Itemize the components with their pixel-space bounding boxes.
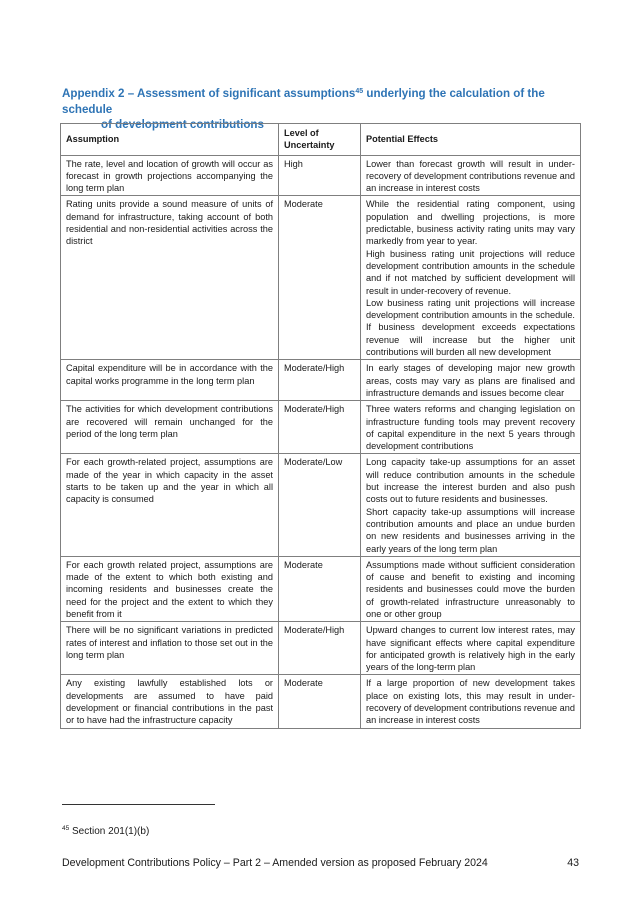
effects-paragraph: If a large proportion of new development takes place on existing lots, this may result in under-recovery of development contributions revenue and an increase in interest costs bbox=[366, 678, 575, 726]
effects-cell bbox=[361, 401, 581, 454]
assumption-cell: Capital expenditure will be in accordance with the capital works programme in the long term plan bbox=[61, 360, 279, 401]
assumption-cell: There will be no significant variations in predicted rates of interest and inflation to those set out in the long term plan bbox=[61, 622, 279, 675]
footnote bbox=[62, 826, 149, 837]
effects-paragraph: In early stages of developing major new growth areas, costs may vary as plans are finalised and infrastructure demands and issues become clear bbox=[366, 363, 575, 398]
table-row bbox=[61, 401, 581, 454]
effects-paragraph: High business rating unit projections will reduce development contribution amounts in the schedule and if not matched by sufficient development will result in under-recovery of revenue. bbox=[366, 248, 575, 296]
assumptions-table bbox=[60, 123, 581, 729]
effects-cell bbox=[361, 454, 581, 556]
heading-line2: of development contributions bbox=[101, 118, 264, 131]
footer-title: Development Contributions Policy – Part 2 – Amended version as proposed February 2024 bbox=[62, 857, 488, 869]
effects-paragraph: Low business rating unit projections will increase development contribution amounts in the schedule. If business development exceeds expectations revenue will increase but the higher unit contributions will burden all new development bbox=[366, 297, 575, 358]
footnote-divider bbox=[62, 804, 215, 805]
uncertainty-cell: Moderate bbox=[279, 196, 361, 360]
effects-paragraph: Short capacity take-up assumptions will increase contribution amounts and place an undue burden on new residents and businesses arriving in the early years of the long term plan bbox=[366, 506, 575, 554]
assumption-cell: The rate, level and location of growth will occur as forecast in growth projections accompanying the long term plan bbox=[61, 155, 279, 196]
effects-cell bbox=[361, 622, 581, 675]
assumption-cell: Rating units provide a sound measure of units of demand for infrastructure, taking account of both residential and non-residential activities across the district bbox=[61, 196, 279, 360]
table-body bbox=[61, 155, 581, 728]
effects-cell bbox=[361, 196, 581, 360]
table-row bbox=[61, 622, 581, 675]
uncertainty-cell: High bbox=[279, 155, 361, 196]
heading-footnote-ref[interactable]: 45 bbox=[355, 88, 364, 95]
table-row bbox=[61, 454, 581, 556]
header-assumption: Assumption bbox=[61, 124, 279, 156]
header-uncertainty: Level of Uncertainty bbox=[279, 124, 361, 156]
effects-paragraph: Three waters reforms and changing legislation on infrastructure funding tools may prevent recovery of capital expenditure in the next 5 years through development contributions bbox=[366, 404, 575, 452]
table-row bbox=[61, 360, 581, 401]
assumption-cell: The activities for which development contributions are recovered will remain unchanged for the period of the long term plan bbox=[61, 401, 279, 454]
table-row bbox=[61, 675, 581, 728]
heading-prefix: Appendix 2 – Assessment of significant assumptions bbox=[62, 87, 356, 100]
effects-paragraph: Assumptions made without sufficient consideration of cause and benefit to existing and incoming residents and businesses could move the burden of growth-related infrastructure unreasonably to one or other group bbox=[366, 559, 575, 619]
table-row bbox=[61, 196, 581, 360]
uncertainty-cell: Moderate bbox=[279, 675, 361, 728]
footnote-number: 45 bbox=[62, 825, 70, 832]
effects-paragraph: Long capacity take-up assumptions for an asset will reduce contribution amounts in the schedule but increase the interest burden and also push costs out to future residents and businesses. bbox=[366, 457, 575, 505]
table-row bbox=[61, 155, 581, 196]
footnote-text: Section 201(1)(b) bbox=[69, 826, 150, 837]
effects-cell bbox=[361, 360, 581, 401]
uncertainty-cell: Moderate/Low bbox=[279, 454, 361, 556]
uncertainty-cell: Moderate/High bbox=[279, 622, 361, 675]
header-effects: Potential Effects bbox=[361, 124, 581, 156]
page-number: 43 bbox=[567, 857, 579, 869]
assumption-cell: For each growth related project, assumptions are made of the extent to which both existing and incoming residents and businesses create the need for the project and the extent to which they benefit from it bbox=[61, 556, 279, 621]
effects-paragraph: Upward changes to current low interest rates, may have significant effects where capital expenditure for anticipated growth is relatively high in the early years of the long-term plan bbox=[366, 625, 575, 673]
effects-cell bbox=[361, 155, 581, 196]
assumption-cell: Any existing lawfully established lots or developments are assumed to have paid development or financial contributions in the past or to have had the infrastructure capacity bbox=[61, 675, 279, 728]
uncertainty-cell: Moderate bbox=[279, 556, 361, 621]
effects-paragraph: While the residential rating component, using population and dwelling projections, is more predictable, business activity rating units may vary markedly from year to year. bbox=[366, 199, 575, 247]
effects-cell bbox=[361, 556, 581, 621]
effects-paragraph: Lower than forecast growth will result in under-recovery of development contributions revenue and an increase in interest costs bbox=[366, 158, 575, 194]
heading-suffix: underlying the calculation of the schedule bbox=[62, 87, 545, 116]
uncertainty-cell: Moderate/High bbox=[279, 401, 361, 454]
table-row bbox=[61, 556, 581, 621]
assumption-cell: For each growth-related project, assumptions are made of the year in which capacity in the asset starts to be taken up and the year in which all capacity is consumed bbox=[61, 454, 279, 556]
uncertainty-cell: Moderate/High bbox=[279, 360, 361, 401]
effects-cell bbox=[361, 675, 581, 728]
table-header-row bbox=[61, 124, 581, 156]
